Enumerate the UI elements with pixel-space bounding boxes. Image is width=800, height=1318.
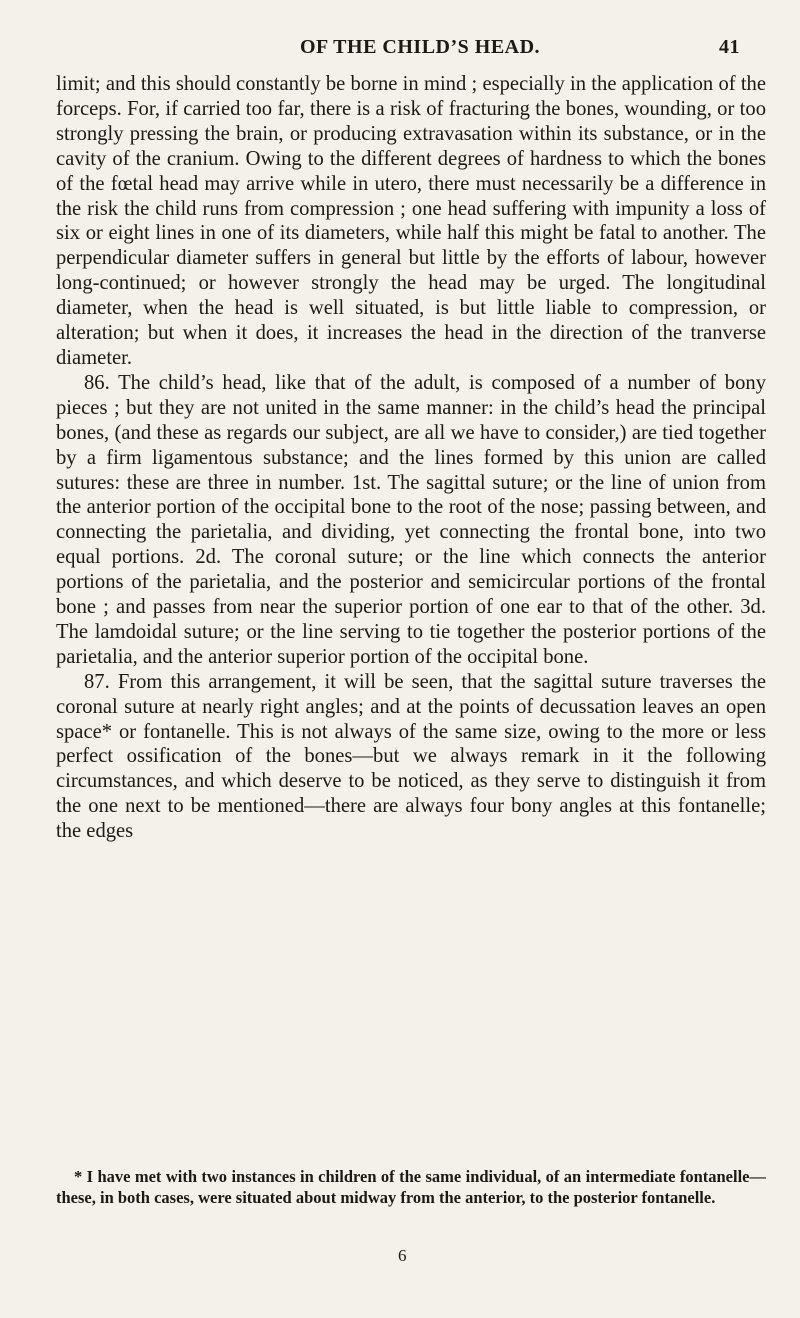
footnote-text: * I have met with two instances in children of the same individual, of an intermediate fontanelle—these, in both cases, were situated about midway from the anterior, to the posterior fontanelle. bbox=[56, 1167, 766, 1207]
signature-mark: 6 bbox=[398, 1246, 407, 1265]
body-text bbox=[56, 72, 766, 844]
paragraph-86: 86. The child’s head, like that of the adult, is composed of a number of bony pieces ; but they are not united in the same manner: in the child’s head the principal bones, (and these as regards our subject, are all we have to consider,) are tied together by a firm ligamentous substance; and the lines formed by this union are called sutures: these are three in number. 1st. The sagittal suture; or the line of union from the anterior portion of the occipital bone to the root of the nose; passing between, and connecting the parietalia, and dividing, yet connecting the frontal bone, into two equal portions. 2d. The coronal suture; or the line which connects the anterior portions of the parietalia, and the posterior and semicircular portions of the frontal bone ; and passes from near the superior portion of one ear to that of the other. 3d. The lamdoidal suture; or the line serving to tie together the posterior portions of the parietalia, and the anterior superior portion of the occipital bone. bbox=[56, 371, 766, 668]
page-number: 41 bbox=[719, 36, 740, 58]
paragraph-87: 87. From this arrangement, it will be seen, that the sagittal suture traverses the coronal suture at nearly right angles; and at the points of decussation leaves an open space* or fontanelle. This is not always of the same size, owing to the more or less perfect ossification of the bones—but we always remark in it the following circumstances, and which deserve to be noticed, as they serve to distinguish it from the one next to be mentioned—there are always four bony angles at this fontanelle; the edges bbox=[56, 670, 766, 843]
footnote bbox=[56, 1166, 766, 1208]
running-title: OF THE CHILD’S HEAD. bbox=[300, 36, 541, 58]
running-head bbox=[300, 36, 740, 59]
paragraph-continued: limit; and this should constantly be borne in mind ; especially in the application of the forceps. For, if carried too far, there is a risk of fracturing the bones, wounding, or too strongly pressing the brain, or producing extravasation within its substance, or in the cavity of the cranium. Owing to the different degrees of hardness to which the bones of the fœtal head may arrive while in utero, there must necessarily be a difference in the risk the child runs from compression ; one head suffering with impunity a loss of six or eight lines in one of its diameters, while half this might be fatal to another. The perpendicular diameter suffers in general but little by the efforts of labour, however long-continued; or however strongly the head may be urged. The longitudinal diameter, when the head is well situated, is but little liable to compression, or alteration; but when it does, it increases the head in the direction of the tranverse diameter. bbox=[56, 73, 766, 369]
